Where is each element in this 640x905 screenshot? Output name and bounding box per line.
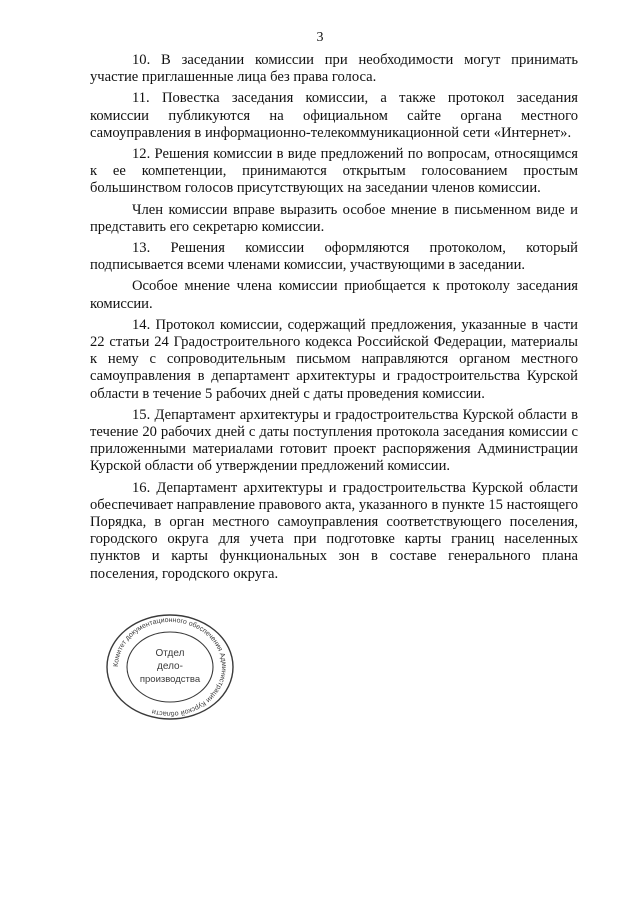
stamp-seal-icon: [103, 612, 237, 722]
office-stamp: [103, 612, 237, 722]
paragraph-item-13: 13. Решения комиссии оформляются протоколом, который подписывается всеми членами комиссии, участвующими в заседании.: [90, 240, 578, 274]
paragraph-dissent-attach: Особое мнение члена комиссии приобщается к протоколу заседания комиссии.: [90, 278, 578, 312]
paragraph-item-11: 11. Повестка заседания комиссии, а также протокол заседания комиссии публикуются на официальном сайте органа местного самоуправления в информационно-телекоммуникационной сети «Интернет».: [90, 90, 578, 141]
stamp-line-1: Отдел: [155, 648, 185, 659]
paragraph-item-15: 15. Департамент архитектуры и градостроительства Курской области в течение 20 рабочих дней с даты поступления протокола заседания комиссии с приложенными материалами готовит проект распоряжения Администрации Курской области об утверждении предложений комиссии.: [90, 406, 578, 475]
paragraph-item-12: 12. Решения комиссии в виде предложений по вопросам, относящимся к ее компетенции, принимаются открытым голосованием простым большинством голосов присутствующих на заседании членов комиссии.: [90, 146, 578, 197]
stamp-line-3: производства: [139, 674, 201, 685]
paragraph-item-10: 10. В заседании комиссии при необходимости могут принимать участие приглашенные лица без права голоса.: [90, 52, 578, 86]
stamp-ring-text: Комитет документационного обеспечения Администрации Курской области: [112, 616, 228, 718]
paragraph-item-14: 14. Протокол комиссии, содержащий предложения, указанные в части 22 статьи 24 Градостроительного кодекса Российской Федерации, материалы к нему с сопроводительным письмом направляются органом местного самоуправления в департамент архитектуры и градостроительства Курской области в течение 5 рабочих дней с даты проведения комиссии.: [90, 316, 578, 402]
paragraph-dissent-right: Член комиссии вправе выразить особое мнение в письменном виде и представить его секретарю комиссии.: [90, 201, 578, 235]
page-number: 3: [316, 30, 324, 45]
document-body: [90, 52, 578, 587]
paragraph-item-16: 16. Департамент архитектуры и градостроительства Курской области обеспечивает направление правового акта, указанного в пункте 15 настоящего Порядка, в орган местного самоуправления соответствующего поселения, городского округа для учета при подготовке карты границ населенных пунктов и карты функциональных зон в составе генерального плана поселения, городского округа.: [90, 479, 578, 582]
stamp-line-2: дело-: [157, 661, 183, 672]
